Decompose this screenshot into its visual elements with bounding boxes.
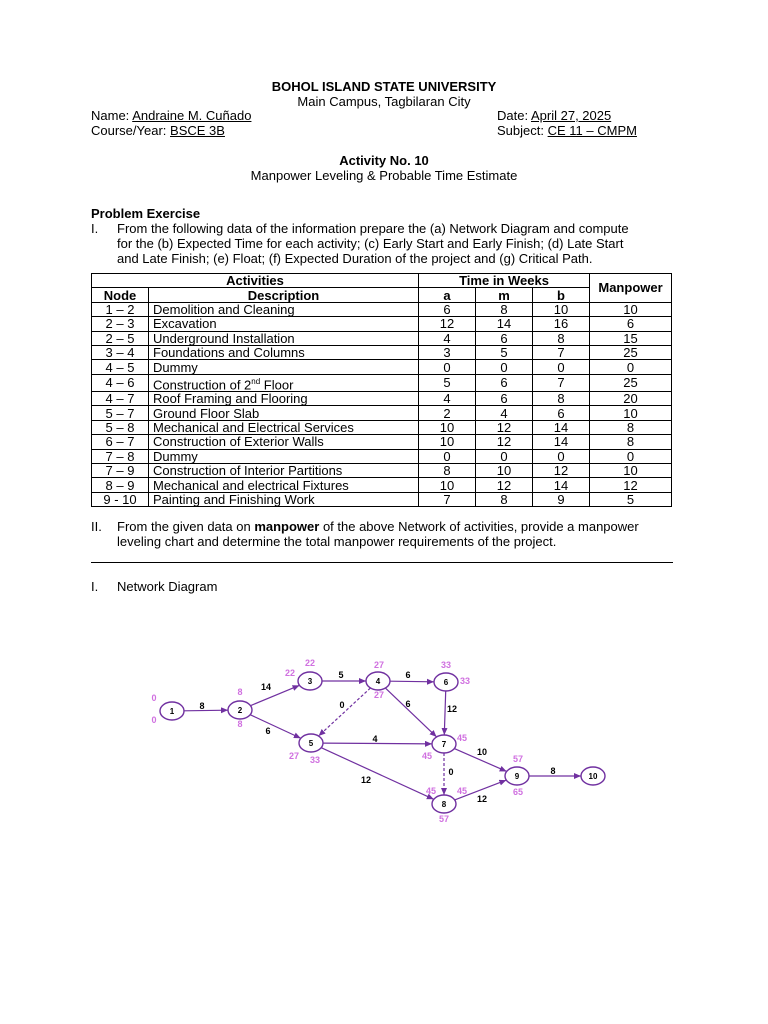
header-description: Description xyxy=(149,288,419,302)
section1-title: Network Diagram xyxy=(117,579,218,594)
edge-duration-label: 6 xyxy=(405,670,411,680)
cell-manpower: 0 xyxy=(590,360,672,374)
network-edge xyxy=(390,681,434,682)
cell-description: Ground Floor Slab xyxy=(149,406,419,420)
cell-node: 7 – 9 xyxy=(92,464,149,478)
cell-b: 14 xyxy=(533,478,590,492)
cell-manpower: 25 xyxy=(590,374,672,391)
cell-manpower: 25 xyxy=(590,345,672,359)
cell-description: Mechanical and electrical Fixtures xyxy=(149,478,419,492)
edge-duration-label: 12 xyxy=(446,704,458,714)
item1-line3: and Late Finish; (e) Float; (f) Expected Duration of the project and (g) Critical Path. xyxy=(117,251,593,266)
cell-a: 4 xyxy=(419,331,476,345)
edge-duration-label: 8 xyxy=(550,766,556,776)
cell-description: Painting and Finishing Work xyxy=(149,492,419,506)
cell-m: 12 xyxy=(476,420,533,434)
node-time-label: 8 xyxy=(237,687,243,697)
edge-duration-label: 14 xyxy=(260,682,272,692)
header-a: a xyxy=(419,288,476,302)
node-time-label: 45 xyxy=(421,751,433,761)
cell-b: 10 xyxy=(533,302,590,316)
cell-b: 9 xyxy=(533,492,590,506)
cell-b: 6 xyxy=(533,406,590,420)
date-line xyxy=(497,108,611,123)
edge-duration-label: 6 xyxy=(265,726,271,736)
cell-b: 14 xyxy=(533,420,590,434)
item1-line2: for the (b) Expected Time for each activity; (c) Early Start and Early Finish; (d) Late Start xyxy=(117,236,624,251)
network-node-label: 5 xyxy=(308,739,314,748)
cell-m: 0 xyxy=(476,360,533,374)
cell-manpower: 5 xyxy=(590,492,672,506)
network-edge xyxy=(319,688,371,736)
edge-duration-label: 0 xyxy=(448,767,454,777)
cell-a: 5 xyxy=(419,374,476,391)
cell-manpower: 15 xyxy=(590,331,672,345)
cell-b: 7 xyxy=(533,374,590,391)
network-edge xyxy=(251,685,300,705)
campus-subtitle: Main Campus, Tagbilaran City xyxy=(297,94,471,109)
item1-line1: From the following data of the information prepare the (a) Network Diagram and compute xyxy=(117,221,629,236)
network-node-label: 3 xyxy=(307,677,313,686)
cell-b: 16 xyxy=(533,317,590,331)
table-row xyxy=(92,420,672,434)
cell-a: 2 xyxy=(419,406,476,420)
edge-duration-label: 10 xyxy=(476,747,488,757)
node-time-label: 22 xyxy=(284,668,296,678)
network-edge xyxy=(184,710,228,711)
network-node-label: 4 xyxy=(375,677,381,686)
course-line xyxy=(91,123,225,138)
cell-b: 0 xyxy=(533,360,590,374)
cell-node: 5 – 7 xyxy=(92,406,149,420)
cell-manpower: 12 xyxy=(590,478,672,492)
activity-subtitle: Manpower Leveling & Probable Time Estimate xyxy=(250,168,518,183)
header-b: b xyxy=(533,288,590,302)
network-edge xyxy=(250,715,301,739)
cell-description: Construction of Exterior Walls xyxy=(149,435,419,449)
cell-a: 12 xyxy=(419,317,476,331)
network-node-label: 7 xyxy=(441,740,447,749)
cell-a: 4 xyxy=(419,392,476,406)
cell-b: 8 xyxy=(533,392,590,406)
cell-m: 8 xyxy=(476,302,533,316)
cell-node: 9 - 10 xyxy=(92,492,149,506)
node-time-label: 27 xyxy=(373,660,385,670)
node-time-label: 27 xyxy=(288,751,300,761)
desc-part: Floor xyxy=(260,377,294,393)
cell-m: 12 xyxy=(476,478,533,492)
node-time-label: 45 xyxy=(456,786,468,796)
node-time-label: 65 xyxy=(512,787,524,797)
table-row xyxy=(92,331,672,345)
problem-heading: Problem Exercise xyxy=(91,206,201,221)
cell-description: Excavation xyxy=(149,317,419,331)
divider-line xyxy=(91,562,673,563)
cell-description xyxy=(149,374,419,391)
node-time-label: 33 xyxy=(459,676,471,686)
node-time-label: 33 xyxy=(440,660,452,670)
network-edge xyxy=(321,748,437,800)
item2-number: II. xyxy=(91,519,102,534)
cell-node: 6 – 7 xyxy=(92,435,149,449)
network-node-label: 6 xyxy=(443,678,449,687)
desc-superscript: nd xyxy=(251,376,261,386)
cell-node: 4 – 7 xyxy=(92,392,149,406)
cell-m: 6 xyxy=(476,331,533,345)
table-row xyxy=(92,392,672,406)
node-time-label: 57 xyxy=(512,754,524,764)
cell-node: 5 – 8 xyxy=(92,420,149,434)
cell-node: 2 – 5 xyxy=(92,331,149,345)
cell-node: 7 – 8 xyxy=(92,449,149,463)
header-m: m xyxy=(476,288,533,302)
subject-line xyxy=(497,123,637,138)
node-time-label: 57 xyxy=(438,814,450,824)
cell-a: 0 xyxy=(419,449,476,463)
edge-duration-label: 4 xyxy=(372,734,378,744)
date-label: Date: xyxy=(497,108,529,123)
cell-description: Mechanical and Electrical Services xyxy=(149,420,419,434)
cell-m: 14 xyxy=(476,317,533,331)
node-time-label: 45 xyxy=(425,786,437,796)
cell-description: Roof Framing and Flooring xyxy=(149,392,419,406)
cell-b: 14 xyxy=(533,435,590,449)
cell-a: 10 xyxy=(419,478,476,492)
cell-node: 2 – 3 xyxy=(92,317,149,331)
item2-bold: manpower xyxy=(254,519,320,534)
cell-description: Construction of Interior Partitions xyxy=(149,464,419,478)
course-value: BSCE 3B xyxy=(170,123,225,138)
table-row xyxy=(92,478,672,492)
cell-m: 0 xyxy=(476,449,533,463)
cell-node: 4 – 5 xyxy=(92,360,149,374)
cell-manpower: 8 xyxy=(590,420,672,434)
subject-label: Subject: xyxy=(497,123,544,138)
network-edge xyxy=(385,688,436,737)
cell-description: Demolition and Cleaning xyxy=(149,302,419,316)
cell-b: 7 xyxy=(533,345,590,359)
table-row xyxy=(92,317,672,331)
cell-manpower: 10 xyxy=(590,406,672,420)
cell-a: 8 xyxy=(419,464,476,478)
university-title: BOHOL ISLAND STATE UNIVERSITY xyxy=(271,79,497,94)
cell-manpower: 20 xyxy=(590,392,672,406)
table-row xyxy=(92,345,672,359)
course-label: Course/Year: xyxy=(91,123,167,138)
table-row xyxy=(92,374,672,391)
node-time-label: 0 xyxy=(151,715,157,725)
cell-node: 8 – 9 xyxy=(92,478,149,492)
cell-a: 7 xyxy=(419,492,476,506)
cell-m: 12 xyxy=(476,435,533,449)
edge-duration-label: 6 xyxy=(405,699,411,709)
table-row xyxy=(92,464,672,478)
cell-b: 12 xyxy=(533,464,590,478)
item2-line1 xyxy=(117,519,639,534)
header-activities: Activities xyxy=(92,274,419,288)
cell-manpower: 0 xyxy=(590,449,672,463)
node-time-label: 33 xyxy=(309,755,321,765)
cell-manpower: 10 xyxy=(590,464,672,478)
section1-number: I. xyxy=(91,579,99,594)
node-time-label: 45 xyxy=(456,733,468,743)
edge-duration-label: 0 xyxy=(339,700,345,710)
network-node-label: 10 xyxy=(588,772,598,781)
network-node-label: 1 xyxy=(169,707,175,716)
cell-m: 10 xyxy=(476,464,533,478)
cell-b: 8 xyxy=(533,331,590,345)
table-row xyxy=(92,360,672,374)
activities-table xyxy=(91,273,672,507)
cell-m: 6 xyxy=(476,392,533,406)
table-row xyxy=(92,435,672,449)
header-node: Node xyxy=(92,288,149,302)
header-time-in-weeks: Time in Weeks xyxy=(419,274,590,288)
cell-a: 6 xyxy=(419,302,476,316)
cell-m: 8 xyxy=(476,492,533,506)
cell-node: 1 – 2 xyxy=(92,302,149,316)
network-edge xyxy=(444,691,445,735)
cell-node: 3 – 4 xyxy=(92,345,149,359)
cell-m: 6 xyxy=(476,374,533,391)
edge-duration-label: 8 xyxy=(199,701,205,711)
item2-pre: From the given data on xyxy=(117,519,255,534)
table-row xyxy=(92,302,672,316)
name-line xyxy=(91,108,251,123)
cell-m: 5 xyxy=(476,345,533,359)
cell-a: 0 xyxy=(419,360,476,374)
desc-part: Construction of 2 xyxy=(153,377,252,393)
date-value: April 27, 2025 xyxy=(530,108,612,123)
node-time-label: 8 xyxy=(237,719,243,729)
node-time-label: 22 xyxy=(304,658,316,668)
edge-duration-label: 12 xyxy=(476,794,488,804)
cell-manpower: 6 xyxy=(590,317,672,331)
subject-value: CE 11 – CMPM xyxy=(547,123,637,138)
cell-description: Underground Installation xyxy=(149,331,419,345)
network-node-label: 8 xyxy=(441,800,447,809)
node-time-label: 0 xyxy=(151,693,157,703)
cell-a: 10 xyxy=(419,420,476,434)
network-node-label: 2 xyxy=(237,706,243,715)
activity-title: Activity No. 10 xyxy=(339,153,429,168)
network-diagram xyxy=(0,640,768,840)
table-row xyxy=(92,492,672,506)
name-value: Andraine M. Cuñado xyxy=(132,108,252,123)
edge-duration-label: 12 xyxy=(360,775,372,785)
table-row xyxy=(92,449,672,463)
cell-manpower: 8 xyxy=(590,435,672,449)
cell-description: Foundations and Columns xyxy=(149,345,419,359)
edge-duration-label: 5 xyxy=(338,670,344,680)
cell-manpower: 10 xyxy=(590,302,672,316)
cell-a: 3 xyxy=(419,345,476,359)
network-node-label: 9 xyxy=(514,772,520,781)
cell-b: 0 xyxy=(533,449,590,463)
cell-description: Dummy xyxy=(149,360,419,374)
cell-a: 10 xyxy=(419,435,476,449)
cell-description: Dummy xyxy=(149,449,419,463)
name-label: Name: xyxy=(91,108,130,123)
item2-post: of the above Network of activities, provide a manpower xyxy=(319,519,639,534)
header-manpower: Manpower xyxy=(590,274,672,303)
table-row xyxy=(92,406,672,420)
item2-line2: leveling chart and determine the total manpower requirements of the project. xyxy=(117,534,557,549)
cell-m: 4 xyxy=(476,406,533,420)
item1-number: I. xyxy=(91,221,99,236)
cell-node: 4 – 6 xyxy=(92,374,149,391)
node-time-label: 27 xyxy=(373,690,385,700)
